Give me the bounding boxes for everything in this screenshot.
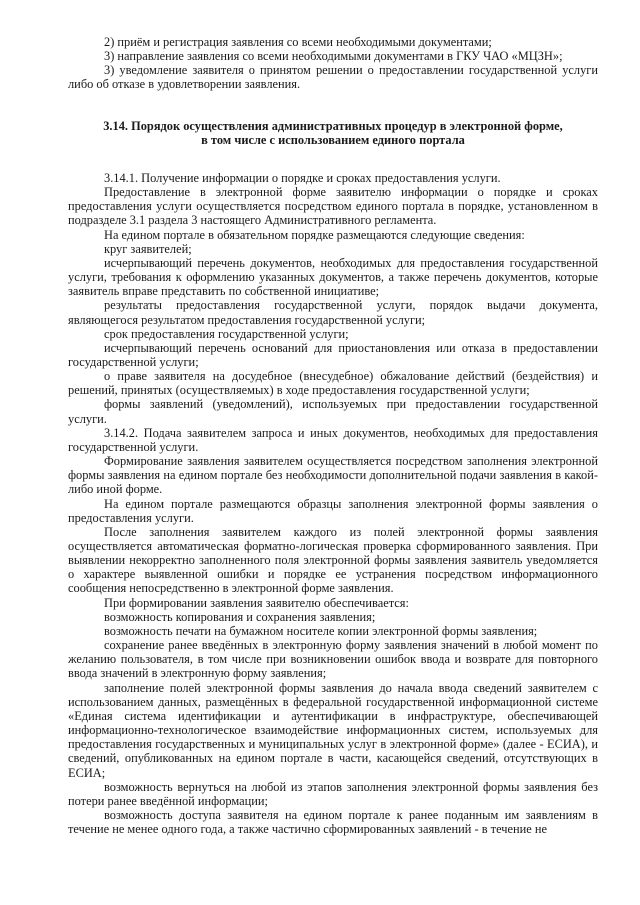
paragraph: Предоставление в электронной форме заявителю информации о порядке и сроках предоставления услуги осуществляется посредством единого портала в порядке, установленном в подразделе 3.1 раздела 3 настоящего Административного регламента. <box>68 185 598 228</box>
list-item: срок предоставления государственной услуги; <box>104 326 349 341</box>
list-item: исчерпывающий перечень документов, необходимых для предоставления государственной услуги, требования к оформлению указанных документов, а также перечень документов, которые заявитель вправе представить по собственной инициативе; <box>68 255 598 299</box>
list-item: возможность доступа заявителя на едином портале к ранее поданным им заявлениям в течение не менее одного года, а также частично сформированных заявлений - в течение не <box>68 807 598 837</box>
spacer <box>68 92 598 119</box>
section-title-line1: 3.14. Порядок осуществления административных процедур в электронной форме, <box>103 118 563 133</box>
subsection-heading: 3.14.2. Подача заявителем запроса и иных документов, необходимых для предоставления государственной услуги. <box>68 425 598 454</box>
list-item: круг заявителей; <box>104 241 192 256</box>
list-item: 3) уведомление заявителя о принятом решении о предоставлении государственной услуги либо об отказе в удовлетворении заявления. <box>68 63 598 92</box>
list-item: 3) направление заявления со всеми необходимыми документами в ГКУ ЧАО «МЦЗН»; <box>104 49 563 64</box>
document-page <box>68 35 598 836</box>
list-item: сохранение ранее введённых в электронную форму заявления значений в любой момент по желанию пользователя, в том числе при возникновении ошибок ввода и возврате для повторного ввода значений в электронную форму заявления; <box>68 638 598 681</box>
list-item: возможность вернуться на любой из этапов заполнения электронной формы заявления без потери ранее введённой информации; <box>68 779 598 808</box>
list-item: результаты предоставления государственной услуги, порядок выдачи документа, являющегося результатом предоставления государственной услуги; <box>68 298 598 327</box>
paragraph: После заполнения заявителем каждого из полей электронной формы заявления осуществляется автоматическая форматно-логическая проверка сформированного заявления. При выявлении некорректно заполненного поля электронной формы заявления заявитель уведомляется о характере выявленной ошибки и порядке ее устранения посредством информационного сообщения непосредственно в электронной форме заявления. <box>68 524 598 596</box>
spacer <box>68 147 598 171</box>
paragraph: На едином портале в обязательном порядке размещаются следующие сведения: <box>104 227 525 242</box>
paragraph: На едином портале размещаются образцы заполнения электронной формы заявления о предоставления услуги. <box>68 496 598 525</box>
subsection-heading: 3.14.1. Получение информации о порядке и сроках предоставления услуги. <box>104 170 501 185</box>
list-item: исчерпывающий перечень оснований для приостановления или отказа в предоставлении государственной услуги; <box>68 340 598 369</box>
list-item: о праве заявителя на досудебное (внесудебное) обжалование действий (бездействия) и решений, принятых (осуществляемых) в ходе предоставления государственной услуги; <box>68 369 598 398</box>
list-item: 2) приём и регистрация заявления со всеми необходимыми документами; <box>104 35 492 49</box>
list-item: заполнение полей электронной формы заявления до начала ввода сведений заявителем с использованием данных, размещённых в федеральной государственной информационной системе «Единая система идентификации и аутентификации в инфраструктуре, обеспечивающей информационно-технологическое взаимодействие информационных систем, используемых для предоставления государственных и муниципальных услуг в электронной форме» (далее - ЕСИА), и сведений, опубликованных на едином портале в части, касающейся сведений, отсутствующих в ЕСИА; <box>68 680 598 780</box>
list-item: формы заявлений (уведомлений), используемых при предоставлении государственной услуги. <box>68 397 598 426</box>
list-item: возможность печати на бумажном носителе копии электронной формы заявления; <box>104 623 538 638</box>
paragraph: При формировании заявления заявителю обеспечивается: <box>104 595 409 610</box>
paragraph: Формирование заявления заявителем осуществляется посредством заполнения электронной формы заявления на едином портале без необходимости дополнительной подачи заявления в какой-либо иной форме. <box>68 454 598 497</box>
list-item: возможность копирования и сохранения заявления; <box>104 609 376 624</box>
section-title-line2: в том числе с использованием единого портала <box>201 132 465 147</box>
